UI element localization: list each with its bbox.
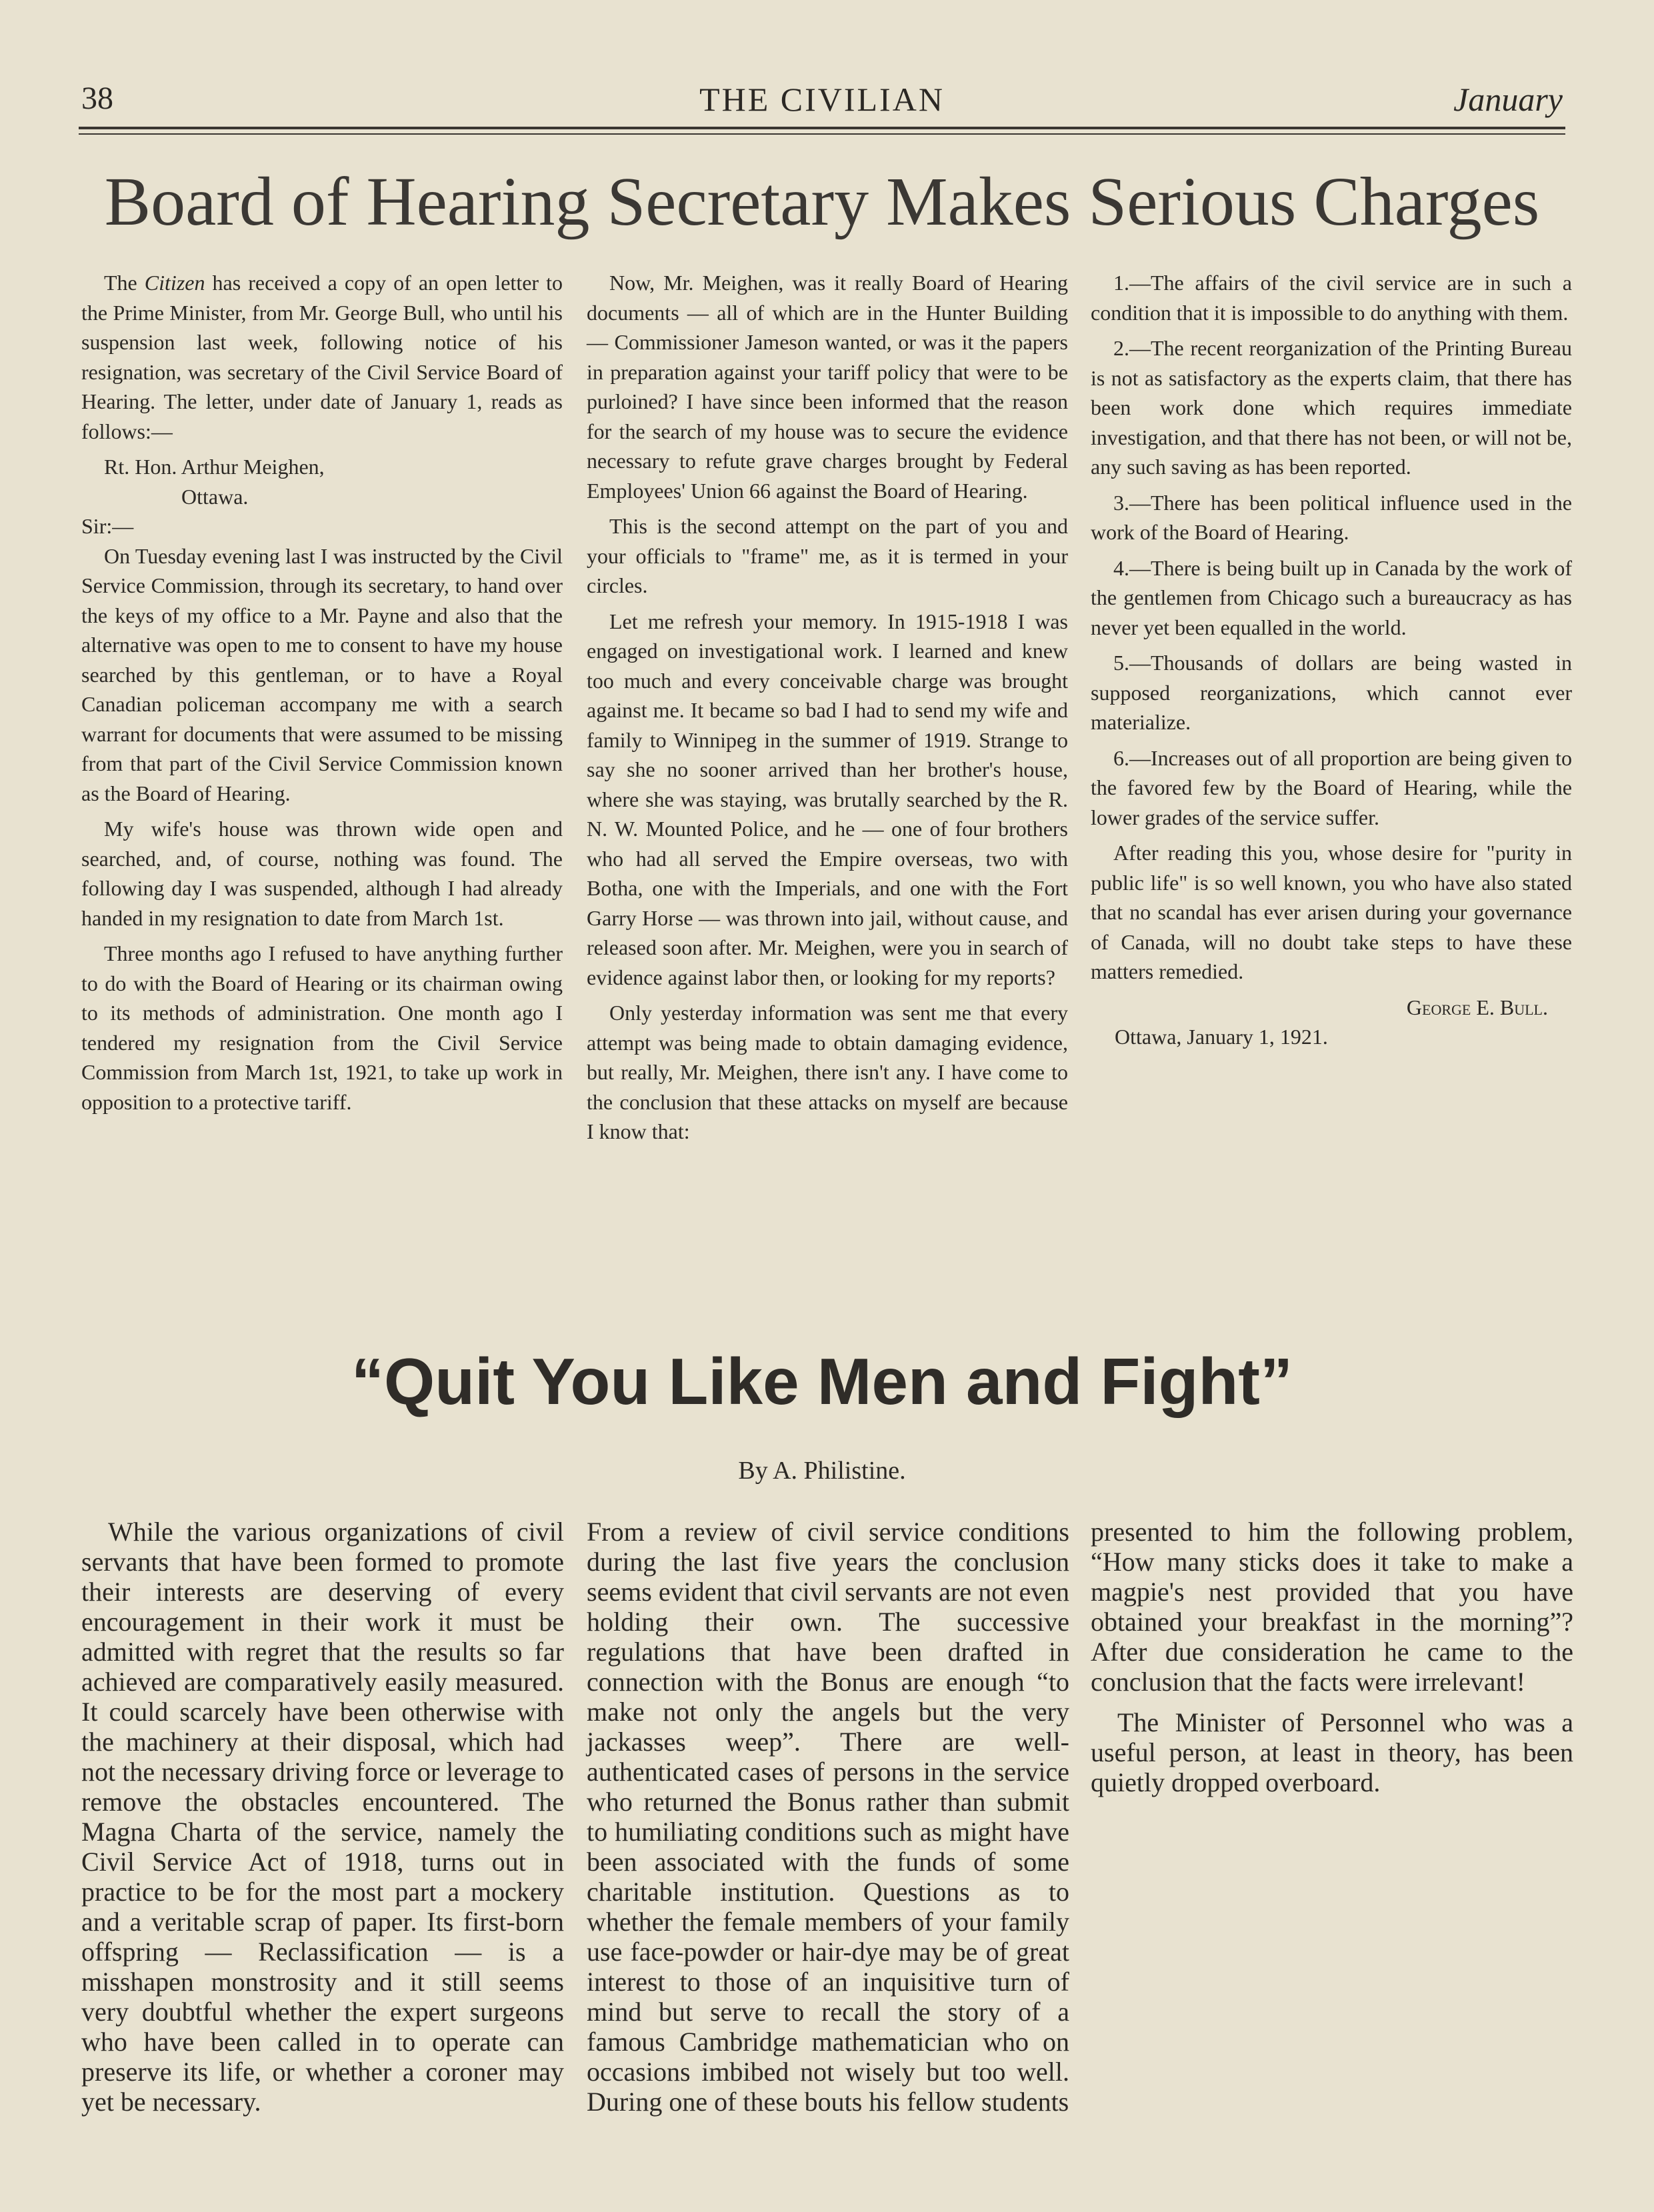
article1-column-2 [587,268,1068,1147]
article1-column-3 [1091,268,1572,1052]
article1-intro-text: has received a copy of an open letter to the Prime Minister, from Mr. George Bull, who until his suspension last week, following notice of his resignation, was secretary of the Civil Service Board of Hearing. The letter, under date of January 1, reads as follows:— [81,271,563,443]
letter-paragraph: My wife's house was thrown wide open and searched, and, of course, nothing was found. The following day I was suspended, although I had already handed in my resignation to date from March 1st. [81,817,563,930]
header-rule-thin [79,133,1565,135]
article2-paragraph: The Minister of Personnel who was a useful person, at least in theory, has been quietly dropped overboard. [1091,1707,1573,1797]
charge-item: 4.—There is being built up in Canada by the work of the gentlemen from Chicago such a bureaucracy as has never yet been equalled in the world. [1091,555,1572,639]
charge-item: 5.—Thousands of dollars are being wasted in supposed reorganizations, which cannot ever materialize. [1091,651,1572,734]
letter-paragraph: Only yesterday information was sent me that every attempt was being made to obtain damaging evidence, but really, Mr. Meighen, there isn't any. I have come to the conclusion that these attacks on myself are because I know that: [587,1001,1068,1143]
article2-paragraph: While the various organizations of civil servants that have been formed to promote their interests are deserving of every encouragement in their work it must be admitted with regret that the results so far achieved are comparatively easily measured. It could scarcely have been otherwise with the machinery at their disposal, which had not the necessary driving force or leverage to remove the obstacles encountered. The Magna Charta of the service, namely the Civil Service Act of 1918, turns out in practice to be for the most part a mockery and a veritable scrap of paper. Its first-born offspring — Reclassification — is a misshapen monstrosity and it still seems very doubtful whether the expert surgeons who have been called in to operate can preserve its life, or whether a coroner may yet be necessary. [81,1517,564,2117]
page-number: 38 [81,81,113,116]
letter-paragraph: Let me refresh your memory. In 1915-1918 I was engaged on investigational work. I learned and knew too much and every conceivable charge was brought against me. It became so bad I had to send my wife and family to Winnipeg in the summer of 1919. Strange to say she no sooner arrived than her brother's house, where she was staying, was brutally searched by the R. N. W. Mounted Police, and he — one of four brothers who had all served the Empire overseas, two with Botha, one with the Imperials, and one with the Fort Garry Horse — was thrown into jail, without cause, and released soon after. Mr. Meighen, were you in search of evidence against labor then, or looking for my reports? [587,609,1068,989]
letter-closing: After reading this you, whose desire for "purity in public life" is so well known, you who have also stated that no scandal has ever arisen during your governance of Canada, will no doubt take steps to have these matters remedied. [1091,841,1572,983]
charge-item: 6.—Increases out of all proportion are being given to the favored few by the Board of Hearing, while the lower grades of the service suffer. [1091,745,1572,829]
running-header [79,75,1565,121]
charge-item: 3.—There has been political influence used in the work of the Board of Hearing. [1091,490,1572,544]
article2-column-2 [587,1517,1069,2117]
letter-dateline: Ottawa, January 1, 1921. [1115,1025,1328,1049]
article2-paragraph: presented to him the following problem, “How many sticks does it take to make a magpie's nest provided that you have obtained your breakfast in the morning”? After due consideration he came to the conclusion that the facts were irrelevant! [1091,1517,1573,1697]
issue-month: January [1453,81,1563,118]
letter-signature: George E. Bull. [1406,995,1548,1019]
charge-item: 2.—The recent reorganization of the Printing Bureau is not as satisfactory as the experts claim, that there has been work done which requires immediate investigation, and that there has not been, or will not be, any such saving as has been reported. [1091,336,1572,479]
headline-board-of-hearing: Board of Hearing Secretary Makes Serious Charges [104,163,1540,240]
header-rule-thick [79,127,1565,129]
letter-salutation-city: Ottawa. [181,484,249,509]
headline-quit-you-like-men: “Quit You Like Men and Fight” [351,1345,1293,1418]
article2-column-3 [1091,1517,1573,1797]
charge-item: 1.—The affairs of the civil service are in such a condition that it is impossible to do anything with them. [1091,271,1572,325]
article2-paragraph: From a review of civil service conditions during the last five years the conclusion seems evident that civil servants are not even holding their own. The successive regulations that have been drafted in connection with the Bonus are enough “to make not only the angels but the very jackasses weep”. There are well-authenticated cases of persons in the service who returned the Bonus rather than submit to humiliating conditions such as might have been associated with the funds of some charitable institution. Questions as to whether the female members of your family use face-powder or hair-dye may be of great interest to those of an inquisitive turn of mind but serve to recall the story of a famous Cambridge mathematician who on occasions imbibed not wisely but too well. During one of these bouts his fellow students [587,1517,1069,2117]
citizen-name: Citizen [144,271,205,295]
article2-column-1 [81,1517,564,2127]
letter-sir: Sir:— [81,514,134,538]
byline: By A. Philistine. [738,1457,906,1485]
letter-paragraph: On Tuesday evening last I was instructed by the Civil Service Commission, through its secretary, to hand over the keys of my office to a Mr. Payne and also that the alternative was open to me to consent to have my house searched by this gentleman, or to have a Royal Canadian policeman accompany me with a search warrant for documents that were assumed to be missing from that part of the Civil Service Commission known as the Board of Hearing. [81,543,563,805]
letter-paragraph: This is the second attempt on the part of you and your officials to "frame" me, as it is termed in your circles. [587,514,1068,597]
letter-paragraph: Now, Mr. Meighen, was it really Board of Hearing documents — all of which are in the Hunter Building — Commissioner Jameson wanted, or was it the papers in preparation against your tariff policy that were to be purloined? I have since been informed that the reason for the search of my house was to secure the evidence necessary to refute grave charges brought by Federal Employees' Union 66 against the Board of Hearing. [587,271,1068,503]
letter-salutation-name: Rt. Hon. Arthur Meighen, [104,455,325,479]
letter-paragraph: Three months ago I refused to have anything further to do with the Board of Hearing or its chairman owing to its methods of administration. One month ago I tendered my resignation from the Civil Service Commission from March 1st, 1921, to take up work in opposition to a protective tariff. [81,941,563,1114]
article1-column-1 [81,268,563,1117]
publication-title: THE CIVILIAN [699,81,945,118]
article1-intro: The Citizen has received a copy of an open letter to the Prime Minister, from Mr. George Bull, who until his suspension last week, following notice of his resignation, was secretary of the Civil Service Board of Hearing. The letter, under date of January 1, reads as follows:— [81,271,563,443]
